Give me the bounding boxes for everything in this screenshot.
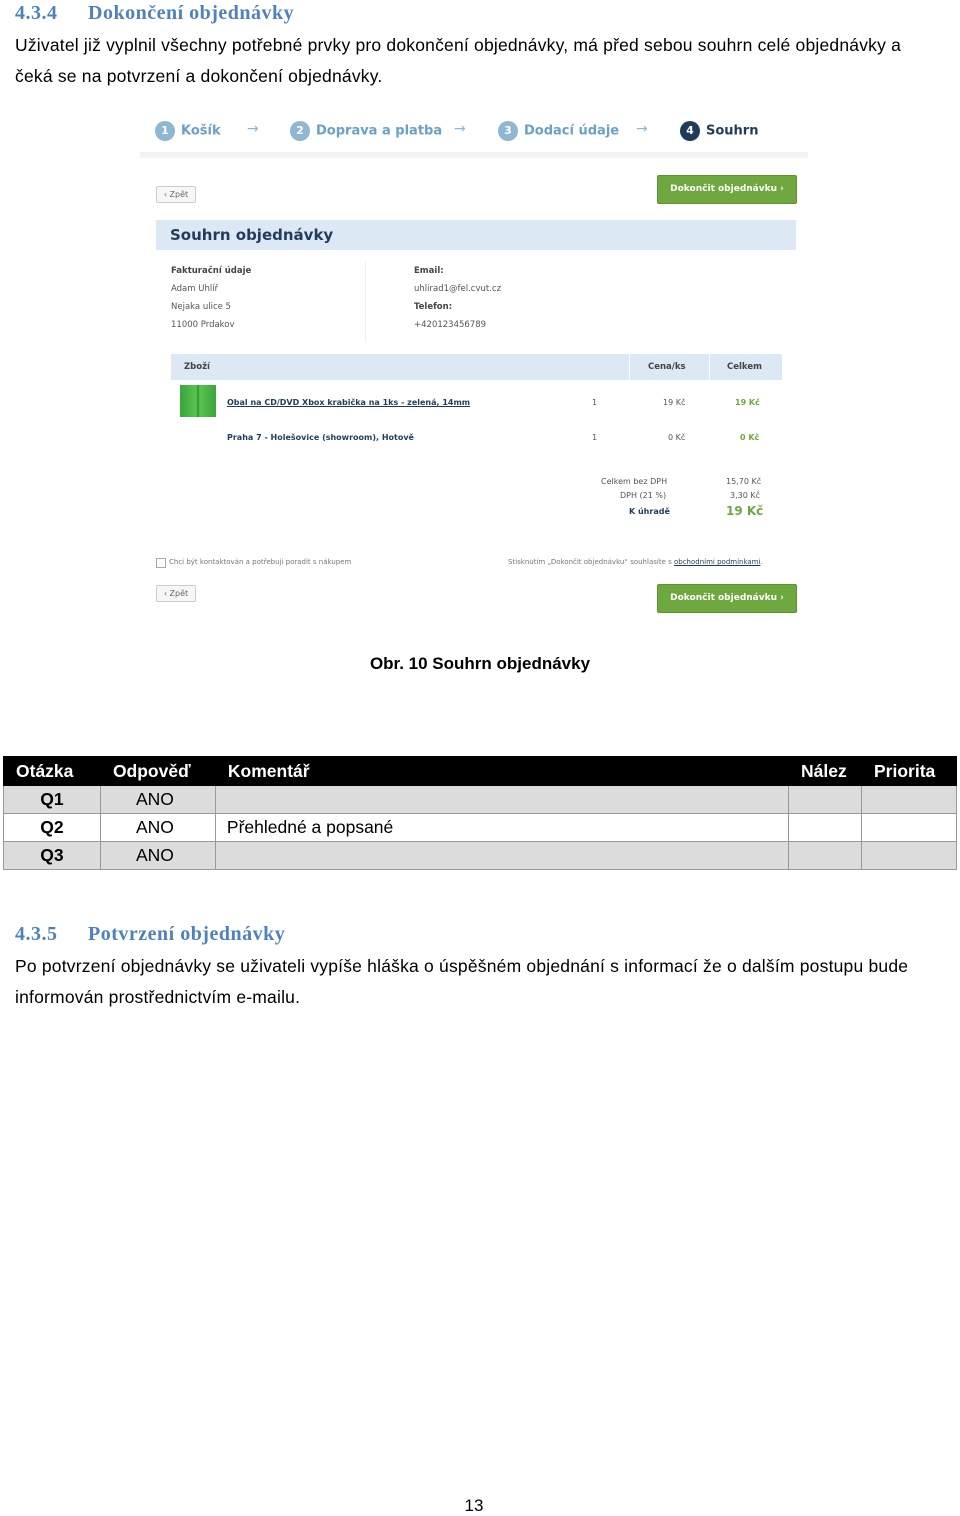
qa-table [3, 756, 957, 870]
pay-value: 19 Kč [726, 504, 764, 518]
terms-link[interactable]: obchodními podmínkami [673, 558, 761, 566]
billing-city: 11000 Prdakov [171, 320, 235, 330]
phone-value: +420123456789 [414, 320, 487, 330]
vat-value: 3,30 Kč [730, 491, 760, 500]
vat-label: DPH (21 %) [620, 491, 667, 500]
step-cart[interactable]: 1 Košík [155, 121, 221, 141]
total-no-vat-label: Celkem bez DPH [601, 477, 668, 486]
finding [789, 814, 862, 842]
section-number: 4.3.5 [15, 923, 58, 945]
item-total: 19 Kč [735, 398, 760, 407]
qa-header-row [4, 757, 957, 786]
billing-street: Nejaka ulice 5 [171, 302, 231, 312]
email-value: uhlirad1@fel.cvut.cz [414, 284, 502, 294]
step-shipping[interactable]: 2 Doprava a platba [290, 121, 442, 141]
step-arrow-icon: → [454, 121, 466, 137]
billing-name: Adam Uhlíř [171, 284, 219, 294]
comment [215, 786, 788, 814]
billing-label: Fakturační údaje [171, 266, 252, 276]
header-question: Otázka [4, 757, 101, 786]
answer: ANO [100, 814, 215, 842]
shipping-price: 0 Kč [668, 433, 686, 442]
section-title: Dokončení objednávky [88, 2, 295, 24]
email-label: Email: [414, 266, 444, 276]
item-name[interactable]: Obal na CD/DVD Xbox krabička na 1ks - zelená, 14mm [227, 398, 471, 407]
finish-order-button[interactable]: Dokončit objednávku › [657, 175, 797, 204]
header-total: Celkem [727, 362, 762, 372]
pay-label: K úhradě [629, 507, 670, 516]
item-price: 19 Kč [663, 398, 686, 407]
comment [215, 842, 788, 870]
phone-label: Telefon: [414, 302, 453, 312]
header-finding: Nález [789, 757, 862, 786]
finding [789, 842, 862, 870]
priority [862, 814, 957, 842]
items-table-header [171, 354, 782, 380]
step-arrow-icon: → [247, 121, 259, 137]
header-unit-price: Cena/ks [648, 362, 686, 372]
shipping-qty: 1 [592, 433, 598, 442]
summary-title: Souhrn objednávky [156, 220, 796, 250]
priority [862, 842, 957, 870]
back-button-bottom[interactable]: ‹ Zpět [156, 585, 196, 602]
figure-caption: Obr. 10 Souhrn objednávky [369, 654, 591, 673]
item-qty: 1 [592, 398, 598, 407]
total-no-vat: 15,70 Kč [726, 477, 762, 486]
header-answer: Odpověď [100, 757, 215, 786]
section-heading-4-3-5 [15, 923, 285, 946]
table-row [4, 786, 957, 814]
answer: ANO [100, 842, 215, 870]
step-arrow-icon: → [636, 121, 648, 137]
comment: Přehledné a popsané [215, 814, 788, 842]
contact-info [414, 262, 501, 334]
question-id: Q2 [4, 814, 101, 842]
priority [862, 786, 957, 814]
back-button[interactable]: ‹ Zpět [156, 186, 196, 203]
section-heading-4-3-4 [15, 2, 294, 25]
paragraph-4-3-5: Po potvrzení objednávky se uživateli vypíše hláška o úspěšném objednání s informací že o dalším postupu bude informován prostřednictvím e-mailu. [15, 956, 909, 1007]
section-number: 4.3.4 [15, 2, 58, 24]
header-comment: Komentář [215, 757, 788, 786]
step-delivery[interactable]: 3 Dodací údaje [498, 121, 619, 141]
product-image [180, 385, 216, 417]
header-goods: Zboží [184, 362, 210, 372]
shipping-name: Praha 7 - Holešovice (showroom), Hotově [227, 433, 414, 442]
order-summary-screenshot [140, 112, 808, 620]
divider [365, 262, 366, 342]
contact-checkbox-label: Chci být kontaktován a potřebuji poradit s nákupem [169, 558, 352, 566]
answer: ANO [100, 786, 215, 814]
question-id: Q1 [4, 786, 101, 814]
finding [789, 786, 862, 814]
contact-checkbox[interactable] [156, 558, 166, 568]
header-priority: Priorita [862, 757, 957, 786]
section-title: Potvrzení objednávky [88, 923, 286, 945]
question-id: Q3 [4, 842, 101, 870]
table-row [4, 842, 957, 870]
billing-info [171, 262, 251, 334]
paragraph-4-3-4: Uživatel již vyplnil všechny potřebné prvky pro dokončení objednávky, má před sebou souhrn celé objednávky a čeká se na potvrzení a dokončení objednávky. [15, 35, 902, 86]
step-summary[interactable]: 4 Souhrn [680, 121, 758, 141]
page-number: 13 [464, 1496, 484, 1515]
terms-text: Stisknutím „Dokončit objednávku“ souhlasíte s obchodními podmínkami. [508, 558, 763, 566]
checkout-steps [140, 112, 808, 158]
finish-order-button-bottom[interactable]: Dokončit objednávku › [657, 584, 797, 613]
table-row [4, 814, 957, 842]
shipping-total: 0 Kč [740, 433, 760, 442]
